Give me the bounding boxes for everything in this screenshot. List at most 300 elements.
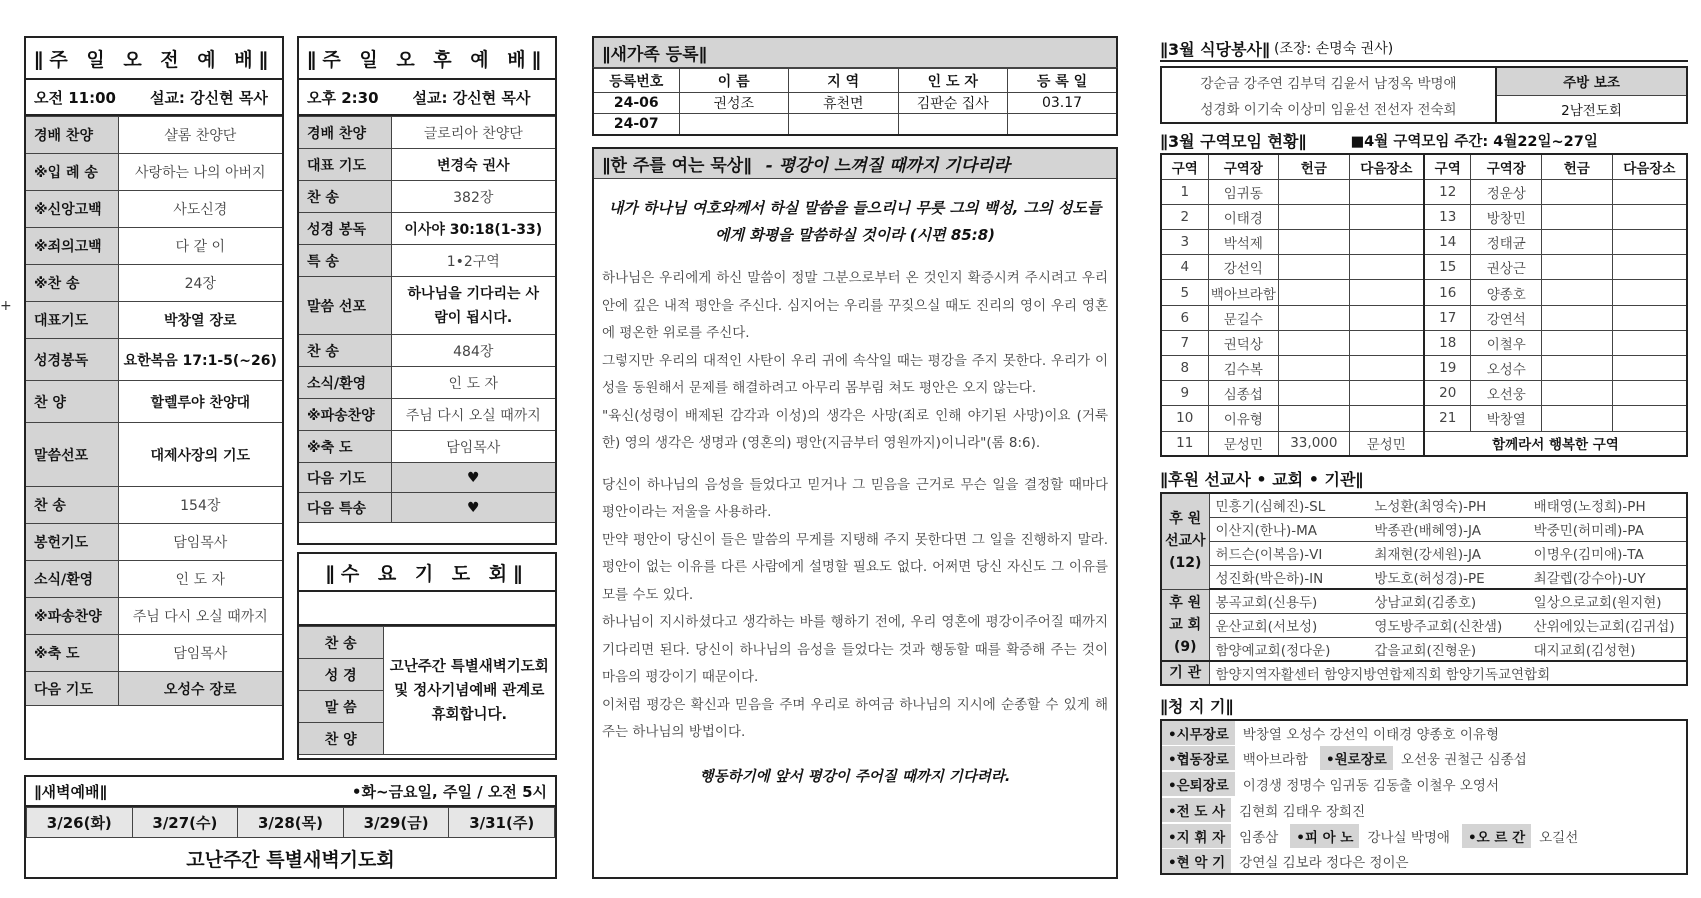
order-row — [299, 149, 555, 181]
wednesday-row-label: 찬 양 — [299, 723, 383, 755]
order-value: 사랑하는 나의 아버지 — [118, 154, 282, 191]
order-value: 24장 — [118, 265, 282, 302]
morning-service-title: ∥주 일 오 전 예 배∥ — [26, 38, 282, 80]
district-cell: 심종섭 — [1208, 381, 1279, 406]
district-cell — [1612, 406, 1687, 431]
district-row — [1161, 280, 1687, 305]
order-label: 다음 기도 — [299, 463, 391, 493]
missionary-row — [1161, 517, 1687, 541]
district-cell — [1279, 356, 1350, 381]
order-label: 성경봉독 — [26, 339, 118, 381]
officer-names: 이경생 정명수 임귀동 김동출 이철우 오영서 — [1242, 778, 1499, 794]
district-cell — [1542, 230, 1613, 255]
order-row — [26, 228, 282, 265]
officer-role: •오 르 간 — [1462, 824, 1531, 848]
officer-role: •전 도 사 — [1162, 798, 1231, 822]
new-family-header: 지 역 — [789, 69, 899, 93]
district-cell: 백아브라함 — [1208, 280, 1279, 305]
officer-row — [1160, 745, 1688, 771]
officer-names: 강나실 박명애 — [1367, 830, 1450, 846]
order-row — [26, 381, 282, 423]
order-value: 1•2구역 — [391, 245, 555, 277]
order-label: ※죄의고백 — [26, 228, 118, 265]
order-row — [26, 339, 282, 381]
officer-names: 박창열 오성수 강선익 이태경 양종호 이유형 — [1242, 727, 1499, 743]
new-family-cell: 03.17 — [1008, 93, 1118, 114]
morning-service-panel — [24, 36, 284, 760]
kitchen-assist-value: 2남전도회 — [1496, 95, 1687, 123]
officer-role: •피 아 노 — [1290, 824, 1359, 848]
afternoon-service-preacher: 설교: 강신현 목사 — [412, 88, 531, 107]
order-value: 하나님을 기다리는 사람이 됩시다. — [391, 277, 555, 335]
district-cell: 21 — [1424, 406, 1471, 431]
district-row — [1161, 179, 1687, 204]
kitchen-service-title: ∥3월 식당봉사∥ — [1160, 39, 1270, 59]
order-row — [299, 367, 555, 399]
afternoon-service-info — [299, 80, 555, 116]
missionary-cell: 민흥기(심혜진)-SL — [1209, 493, 1368, 517]
order-value: 담임목사 — [118, 524, 282, 561]
officers-title: ∥청 지 기∥ — [1160, 696, 1234, 716]
district-cell: 10 — [1161, 406, 1208, 431]
district-cell: 강선익 — [1208, 255, 1279, 280]
kitchen-members-line: 성경화 이기숙 이상미 임윤선 전선자 전숙희 — [1200, 102, 1457, 118]
new-family-cell — [1008, 114, 1118, 135]
order-value: 박창열 장로 — [118, 302, 282, 339]
org-list: 함양지역자활센터 함양지방연합제직회 함양기독교연합회 — [1209, 661, 1687, 685]
morning-order-table — [26, 116, 282, 706]
missionary-row — [1161, 493, 1687, 517]
district-cell — [1279, 381, 1350, 406]
district-cell: 오선웅 — [1471, 381, 1542, 406]
officer-names: 오길선 — [1539, 830, 1579, 846]
order-value: 오성수 장로 — [118, 672, 282, 706]
morning-service-info — [26, 80, 282, 116]
order-value: 484장 — [391, 335, 555, 367]
officer-row — [1160, 797, 1688, 823]
district-cell — [1612, 330, 1687, 355]
missions-table — [1160, 492, 1688, 686]
order-row — [299, 431, 555, 463]
district-cell: 8 — [1161, 356, 1208, 381]
district-cell — [1279, 305, 1350, 330]
district-cell: 권덕상 — [1208, 330, 1279, 355]
district-table — [1160, 153, 1688, 457]
order-label: 찬 송 — [299, 181, 391, 213]
org-row — [1161, 661, 1687, 685]
district-cell: 이철우 — [1471, 330, 1542, 355]
new-family-cell — [789, 114, 899, 135]
order-value: 다 같 이 — [118, 228, 282, 265]
meditation-title: ∥한 주를 여는 묵상∥ — [602, 156, 752, 176]
district-cell — [1612, 179, 1687, 204]
district-cell — [1349, 230, 1424, 255]
meditation-panel — [592, 147, 1118, 879]
district-cell — [1542, 255, 1613, 280]
church-cell: 산위에있는교회(김귀섭) — [1528, 613, 1687, 637]
kitchen-service-table — [1160, 66, 1688, 124]
officers-panel — [1160, 691, 1688, 875]
missionary-cell: 방도호(허성경)-PE — [1368, 565, 1527, 589]
order-label: 봉헌기도 — [26, 524, 118, 561]
order-label: 대표기도 — [26, 302, 118, 339]
officer-role: •지 휘 자 — [1162, 824, 1231, 848]
order-label: 경배 찬양 — [299, 117, 391, 149]
new-family-header: 인 도 자 — [898, 69, 1008, 93]
wednesday-row-label: 성 경 — [299, 659, 383, 691]
district-header: 다음장소 — [1349, 154, 1424, 179]
missionary-cell: 최갈렙(강수아)-UY — [1528, 565, 1687, 589]
order-value: 샬롬 찬양단 — [118, 117, 282, 154]
order-value: 사도신경 — [118, 191, 282, 228]
order-value: 154장 — [118, 487, 282, 524]
order-row — [26, 265, 282, 302]
officer-names: 김현희 김태우 장희진 — [1239, 804, 1366, 820]
missionary-row — [1161, 541, 1687, 565]
officer-row — [1160, 719, 1688, 745]
district-cell: 2 — [1161, 204, 1208, 229]
missionary-row — [1161, 565, 1687, 589]
new-family-cell: 권성조 — [679, 93, 789, 114]
district-cell — [1279, 230, 1350, 255]
district-cell: 문성민 — [1208, 431, 1279, 456]
district-header: 다음장소 — [1612, 154, 1687, 179]
district-slogan: 함께라서 행복한 구역 — [1424, 431, 1687, 456]
district-cell: 김수복 — [1208, 356, 1279, 381]
district-row — [1161, 431, 1687, 456]
district-cell — [1349, 330, 1424, 355]
officer-names: 임종삼 — [1239, 830, 1279, 846]
church-row — [1161, 589, 1687, 613]
missionary-cell: 최재현(강세원)-JA — [1368, 541, 1527, 565]
district-cell: 오성수 — [1471, 356, 1542, 381]
district-cell — [1279, 406, 1350, 431]
order-row — [299, 117, 555, 149]
officer-names: 백아브라함 — [1242, 752, 1309, 768]
order-row — [26, 561, 282, 598]
church-cell: 영도방주교회(신찬샘) — [1368, 613, 1527, 637]
new-family-cell — [679, 114, 789, 135]
order-row — [26, 524, 282, 561]
district-cell — [1612, 356, 1687, 381]
district-cell: 15 — [1424, 255, 1471, 280]
district-meeting-title: ∥3월 구역모임 현황∥ — [1160, 131, 1307, 151]
district-cell: 4 — [1161, 255, 1208, 280]
new-family-panel — [592, 36, 1118, 136]
new-family-header: 등 록 일 — [1008, 69, 1118, 93]
order-row — [26, 487, 282, 524]
district-cell — [1542, 406, 1613, 431]
wednesday-row-label: 말 씀 — [299, 691, 383, 723]
district-cell: 이태경 — [1208, 204, 1279, 229]
missionary-cell: 박중민(허미례)-PA — [1528, 517, 1687, 541]
district-cell: 33,000 — [1279, 431, 1350, 456]
district-cell: 16 — [1424, 280, 1471, 305]
missionary-cell: 노성환(최영숙)-PH — [1368, 493, 1527, 517]
district-cell — [1279, 179, 1350, 204]
missions-title: ∥후원 선교사 • 교회 • 기관∥ — [1160, 469, 1364, 489]
order-value: 주님 다시 오실 때까지 — [391, 399, 555, 431]
district-cell — [1612, 305, 1687, 330]
org-label: 기 관 — [1161, 661, 1209, 685]
church-cell: 운산교회(서보성) — [1209, 613, 1368, 637]
district-cell — [1612, 280, 1687, 305]
district-cell: 방창민 — [1471, 204, 1542, 229]
meditation-paragraph: 하나님은 우리에게 하신 말씀이 정말 그분으로부터 온 것인지 확증시켜 주시려고 우리 안에 깊은 내적 평안을 주신다. 심지어는 우리를 꾸짖으실 때도 진리의 영이 우리 영혼에 평온한 위로를 주신다. — [602, 270, 1108, 341]
order-value: 주님 다시 오실 때까지 — [118, 598, 282, 635]
district-cell: 5 — [1161, 280, 1208, 305]
district-cell — [1279, 280, 1350, 305]
district-cell — [1542, 356, 1613, 381]
district-row — [1161, 305, 1687, 330]
missions-panel — [1160, 464, 1688, 686]
kitchen-service-header — [1160, 36, 1688, 62]
order-row — [299, 493, 555, 523]
afternoon-service-title: ∥주 일 오 후 예 배∥ — [299, 38, 555, 80]
district-cell — [1349, 356, 1424, 381]
missionary-label: 후 원 선교사 (12) — [1161, 493, 1209, 589]
order-row — [299, 277, 555, 335]
order-row — [26, 302, 282, 339]
order-value: 글로리아 찬양단 — [391, 117, 555, 149]
order-label: 경배 찬양 — [26, 117, 118, 154]
district-cell: 3 — [1161, 230, 1208, 255]
order-label: ※신앙고백 — [26, 191, 118, 228]
officers-list — [1160, 719, 1688, 875]
district-cell: 9 — [1161, 381, 1208, 406]
order-value: 담임목사 — [118, 635, 282, 672]
district-header: 헌금 — [1279, 154, 1350, 179]
church-row — [1161, 613, 1687, 637]
order-label: 다음 특송 — [299, 493, 391, 523]
order-value: 변경숙 권사 — [391, 149, 555, 181]
district-cell — [1349, 255, 1424, 280]
district-cell: 박석제 — [1208, 230, 1279, 255]
order-row — [26, 117, 282, 154]
district-cell — [1612, 204, 1687, 229]
wednesday-row-label: 찬 송 — [299, 627, 383, 659]
order-label: ※찬 송 — [26, 265, 118, 302]
order-value: 382장 — [391, 181, 555, 213]
order-row — [26, 154, 282, 191]
district-cell: 20 — [1424, 381, 1471, 406]
order-row — [26, 423, 282, 487]
district-cell: 권상근 — [1471, 255, 1542, 280]
dawn-service-panel — [24, 775, 557, 879]
order-row — [299, 335, 555, 367]
district-cell — [1542, 204, 1613, 229]
officer-role: •시무장로 — [1162, 721, 1235, 745]
district-header: 구역장 — [1471, 154, 1542, 179]
order-value: 대제사장의 기도 — [118, 423, 282, 487]
order-value: ♥ — [391, 463, 555, 493]
district-row — [1161, 230, 1687, 255]
order-row — [26, 598, 282, 635]
meditation-verse: 내가 하나님 여호와께서 하실 말씀을 들으리니 무릇 그의 백성, 그의 성도들에게 화평을 말씀하실 것이라 (시편 85:8) — [608, 199, 1102, 244]
order-row — [299, 463, 555, 493]
officer-role: •협동장로 — [1162, 746, 1235, 770]
district-cell: 7 — [1161, 330, 1208, 355]
district-cell — [1349, 381, 1424, 406]
order-label: ※파송찬양 — [299, 399, 391, 431]
morning-service-time: 오전 11:00 — [34, 88, 116, 107]
dawn-service-schedule: •화~금요일, 주일 / 오전 5시 — [351, 782, 547, 801]
order-label: 찬 송 — [299, 335, 391, 367]
district-cell: 박창열 — [1471, 406, 1542, 431]
order-row — [26, 635, 282, 672]
district-cell — [1349, 305, 1424, 330]
kitchen-service-leader: (조장: 손명숙 권사) — [1273, 41, 1394, 57]
meditation-paragraph: 그렇지만 우리의 대적인 사탄이 우리 귀에 속삭일 때는 평강을 주지 못한다. 우리가 이성을 동원해서 문제를 해결하려고 아무리 몸부림 쳐도 평안은 오지 않는다. — [602, 352, 1108, 396]
order-row — [299, 181, 555, 213]
district-cell — [1612, 230, 1687, 255]
order-label: 찬 양 — [26, 381, 118, 423]
order-row — [299, 245, 555, 277]
kitchen-members-line: 강순금 강주연 김부덕 김윤서 남정옥 박명애 — [1200, 76, 1457, 92]
dawn-date: 3/26(화) — [27, 808, 133, 838]
district-cell — [1349, 179, 1424, 204]
missionary-cell: 박종관(배혜영)-JA — [1368, 517, 1527, 541]
new-family-cell — [898, 114, 1008, 135]
district-cell — [1279, 255, 1350, 280]
missionary-cell: 배태영(노정희)-PH — [1528, 493, 1687, 517]
church-cell: 함양예교회(정다운) — [1209, 637, 1368, 661]
margin-mark: + — [0, 298, 12, 314]
new-family-table — [592, 68, 1118, 136]
dawn-service-title: ∥새벽예배∥ — [34, 782, 107, 801]
meditation-paragraph: 당신이 하나님의 음성을 들었다고 믿거나 그 믿음을 근거로 무슨 일을 결정할 때마다 평안이라는 저울을 사용하라. — [602, 476, 1108, 520]
missionary-cell: 이명우(김미애)-TA — [1528, 541, 1687, 565]
district-header: 헌금 — [1542, 154, 1613, 179]
district-cell — [1542, 305, 1613, 330]
district-row — [1161, 356, 1687, 381]
missionary-cell: 허드슨(이복음)-VI — [1209, 541, 1368, 565]
kitchen-service-panel — [1160, 36, 1688, 124]
order-row — [26, 191, 282, 228]
wednesday-prayer-title: ∥수 요 기 도 회∥ — [299, 554, 555, 592]
district-cell — [1279, 330, 1350, 355]
meditation-paragraph: 만약 평안이 당신이 들은 말씀의 무게를 지탱해 주지 못한다면 그 일을 진행하지 말라. 평안이 없는 이유를 다른 사람에게 설명할 필요도 없다. 어쩌면 당신 자신도 그 이유를 모를 수도 있다. — [602, 531, 1108, 603]
officer-row — [1160, 849, 1688, 875]
dawn-date: 3/29(금) — [343, 808, 449, 838]
order-label: 다음 기도 — [26, 672, 118, 706]
order-label: 소식/환영 — [299, 367, 391, 399]
officer-role: •원로장로 — [1320, 746, 1393, 770]
church-label: 후 원 교 회 (9) — [1161, 589, 1209, 661]
officer-role: •현 악 기 — [1162, 849, 1231, 873]
district-cell: 6 — [1161, 305, 1208, 330]
district-row — [1161, 255, 1687, 280]
district-meeting-panel — [1160, 127, 1688, 457]
church-cell: 봉곡교회(신용두) — [1209, 589, 1368, 613]
officer-names: 강연실 김보라 정다은 정이은 — [1239, 855, 1409, 871]
new-family-cell: 휴천면 — [789, 93, 899, 114]
missionary-cell: 이산지(한나)-MA — [1209, 517, 1368, 541]
district-cell: 19 — [1424, 356, 1471, 381]
meditation-subtitle: - 평강이 느껴질 때까지 기다리라 — [765, 156, 1010, 176]
wednesday-notice: 고난주간 특별새벽기도회 및 정사기념예배 관계로 휴회합니다. — [383, 627, 555, 755]
officer-row — [1160, 823, 1688, 849]
order-label: 말씀선포 — [26, 423, 118, 487]
district-cell: 13 — [1424, 204, 1471, 229]
district-cell: 14 — [1424, 230, 1471, 255]
afternoon-service-panel — [297, 36, 557, 545]
wednesday-order-table — [299, 626, 555, 755]
wednesday-prayer-panel — [297, 552, 557, 760]
church-cell: 상남교회(김종호) — [1368, 589, 1527, 613]
district-cell — [1612, 381, 1687, 406]
order-value: 할렐루야 찬양대 — [118, 381, 282, 423]
district-cell: 양종호 — [1471, 280, 1542, 305]
morning-service-preacher: 설교: 강신현 목사 — [149, 88, 268, 107]
order-label: 말씀 선포 — [299, 277, 391, 335]
district-cell: 문성민 — [1349, 431, 1424, 456]
dawn-service-banner: 고난주간 특별새벽기도회 — [186, 848, 395, 871]
order-label: ※입 례 송 — [26, 154, 118, 191]
new-family-title: ∥새가족 등록∥ — [592, 36, 1118, 68]
meditation-closing: 행동하기에 앞서 평강이 주어질 때까지 기다려라. — [699, 768, 1011, 785]
district-cell — [1349, 406, 1424, 431]
dawn-dates-table — [26, 807, 555, 838]
officer-names: 오선웅 권철근 심종섭 — [1400, 752, 1527, 768]
meditation-paragraph: 이처럼 평강은 확신과 믿음을 주며 우리로 하여금 하나님의 지시에 순종할 수 있게 해주는 하나님의 방법이다. — [602, 696, 1108, 740]
church-row — [1161, 637, 1687, 661]
new-family-header: 이 름 — [679, 69, 789, 93]
district-row — [1161, 204, 1687, 229]
district-header: 구역 — [1424, 154, 1471, 179]
order-row — [299, 213, 555, 245]
order-value: ♥ — [391, 493, 555, 523]
district-cell — [1542, 381, 1613, 406]
meditation-body — [594, 265, 1116, 747]
dawn-date: 3/27(수) — [132, 808, 238, 838]
order-value: 담임목사 — [391, 431, 555, 463]
district-cell — [1349, 280, 1424, 305]
dawn-date: 3/28(목) — [238, 808, 344, 838]
order-row — [299, 399, 555, 431]
officer-role: •은퇴장로 — [1162, 772, 1235, 796]
district-header: 구역 — [1161, 154, 1208, 179]
district-header: 구역장 — [1208, 154, 1279, 179]
district-cell — [1612, 255, 1687, 280]
afternoon-order-table — [299, 116, 555, 523]
district-cell: 임귀동 — [1208, 179, 1279, 204]
order-row — [26, 672, 282, 706]
wednesday-prayer-blank — [299, 592, 555, 626]
missionary-cell: 성진화(박은하)-IN — [1209, 565, 1368, 589]
order-label: 소식/환영 — [26, 561, 118, 598]
district-cell — [1542, 280, 1613, 305]
church-cell: 일상으로교회(원지현) — [1528, 589, 1687, 613]
kitchen-members — [1161, 67, 1496, 123]
new-family-header: 등록번호 — [593, 69, 679, 93]
meditation-paragraph: "육신(성령이 배제된 감각과 이성)의 생각은 사망(죄로 인해 야기된 사망)이요 (거룩한) 영의 생각은 생명과 (영혼의) 평안(지금부터 영원까지)이니라"(롬 8:6). — [602, 407, 1108, 451]
officer-row — [1160, 771, 1688, 797]
district-cell: 문길수 — [1208, 305, 1279, 330]
district-cell — [1542, 179, 1613, 204]
district-cell: 1 — [1161, 179, 1208, 204]
kitchen-assist-label: 주방 보조 — [1496, 67, 1687, 95]
district-cell — [1279, 204, 1350, 229]
order-value: 인 도 자 — [118, 561, 282, 598]
order-label: ※축 도 — [299, 431, 391, 463]
district-meeting-header — [1160, 127, 1688, 153]
district-row — [1161, 406, 1687, 431]
order-value: 요한복음 17:1-5(~26) — [118, 339, 282, 381]
meditation-paragraph: 하나님이 지시하셨다고 생각하는 바를 행하기 전에, 우리 영혼에 평강이주어질 때까지 기다리면 된다. 당신이 하나님의 음성을 들었다는 것과 행동할 때를 확증해 주는 것이 마음의 평강이기 때문이다. — [602, 614, 1108, 685]
district-cell: 17 — [1424, 305, 1471, 330]
meditation-header — [594, 149, 1116, 179]
